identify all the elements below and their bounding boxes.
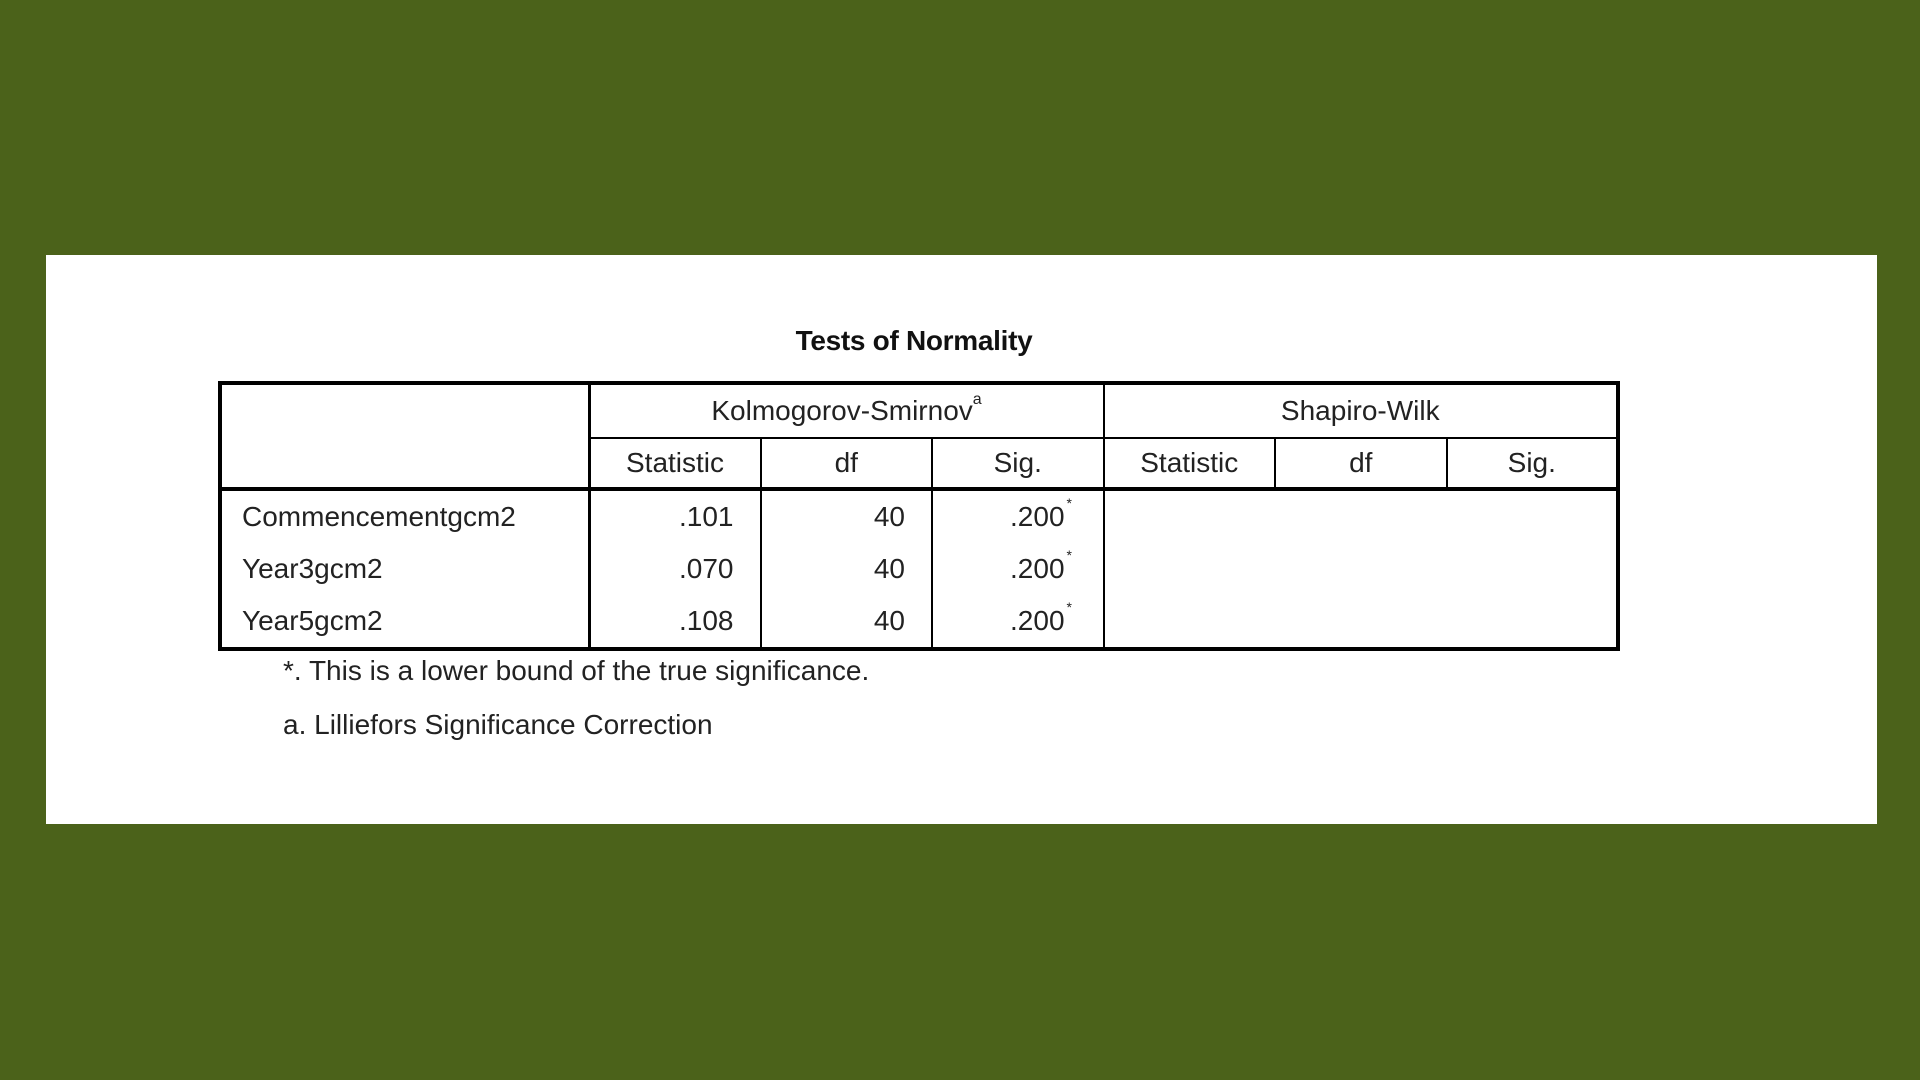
row-label: Year5gcm2 [220, 595, 589, 649]
col-header-sw-df: df [1275, 438, 1447, 489]
group-header-sw: Shapiro-Wilk [1104, 383, 1619, 438]
ks-df-cell: 40 [761, 543, 933, 595]
ks-sig-cell [932, 543, 1104, 595]
row-label: Commencementgcm2 [220, 489, 589, 543]
table-title: Tests of Normality [795, 325, 1033, 356]
ks-sig-cell [932, 595, 1104, 649]
col-header-ks-df: df [761, 438, 933, 489]
col-header-sw-statistic: Statistic [1104, 438, 1276, 489]
table-row [220, 489, 1618, 543]
ks-statistic-cell: .108 [589, 595, 761, 649]
col-header-sw-sig: Sig. [1447, 438, 1619, 489]
ks-df-cell: 40 [761, 489, 933, 543]
table-corner-cell [220, 383, 589, 489]
ks-statistic-cell: .070 [589, 543, 761, 595]
group-header-ks-label: Kolmogorov-Smirnov [711, 395, 973, 426]
sw-df-cell [1275, 543, 1447, 595]
normality-table [218, 381, 1620, 651]
output-panel [46, 255, 1877, 824]
sig-footnote-marker: * [1066, 495, 1072, 511]
footnote-marker-a: a [972, 391, 982, 408]
sw-sig-cell [1447, 489, 1619, 543]
ks-sig-value: .200 [1010, 553, 1065, 584]
sig-footnote-marker: * [1066, 547, 1072, 563]
ks-statistic-cell: .101 [589, 489, 761, 543]
col-header-ks-statistic: Statistic [589, 438, 761, 489]
ks-sig-cell [932, 489, 1104, 543]
sw-df-cell [1275, 595, 1447, 649]
sw-statistic-cell [1104, 489, 1276, 543]
group-header-ks [589, 383, 1104, 438]
sw-sig-cell [1447, 543, 1619, 595]
footnote-a: a. Lilliefors Significance Correction [283, 709, 713, 740]
ks-df-cell: 40 [761, 595, 933, 649]
sw-sig-cell [1447, 595, 1619, 649]
footnote-star: *. This is a lower bound of the true significance. [283, 655, 870, 686]
table-row [220, 543, 1618, 595]
sw-statistic-cell [1104, 595, 1276, 649]
col-header-ks-sig: Sig. [932, 438, 1104, 489]
sw-df-cell [1275, 489, 1447, 543]
sw-statistic-cell [1104, 543, 1276, 595]
table-row [220, 595, 1618, 649]
row-label: Year3gcm2 [220, 543, 589, 595]
sig-footnote-marker: * [1066, 599, 1072, 615]
ks-sig-value: .200 [1010, 605, 1065, 636]
ks-sig-value: .200 [1010, 501, 1065, 532]
